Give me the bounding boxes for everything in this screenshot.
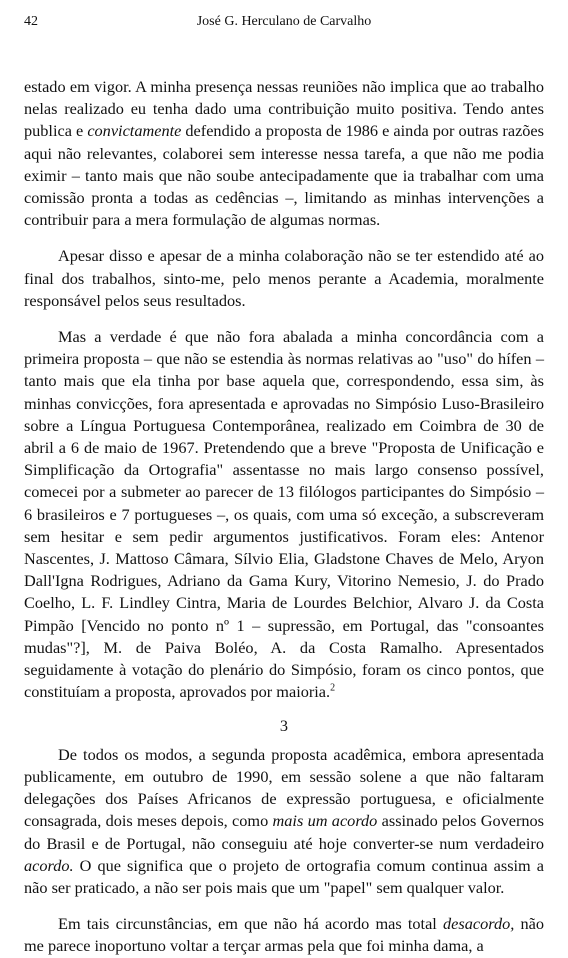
paragraph-2: Apesar disso e apesar de a minha colaboração não se ter estendido até ao final dos trabalhos, sinto-me, pelo menos perante a Academia, moralmente responsável pelos seus resultados. [24,246,544,310]
paragraph-1 [24,76,544,231]
paragraph-5-text-b: não me parece inoportuno voltar a terçar armas pela que foi minha dama, a [24,914,544,956]
paragraph-4-text-b: assinado pelos Governos do Brasil e de Portugal, não conseguiu até hoje converter-se num verdadeiro [24,811,544,853]
body-text [24,76,544,958]
page-number: 42 [24,14,38,29]
paragraph-1-text-b: defendido a proposta de 1986 e ainda por outras razões aqui não relevantes, colaborei sem interesse nessa tarefa, a que não me podia eximir – tanto mais que não soube antecipadamente que ia trabalhar com uma comissão pronta a todas as cedências –, limitando as minhas intervenções a contribuir para a mera formulação de algumas normas. [24,121,544,230]
footnote-marker: 2 [330,682,336,694]
running-title: José G. Herculano de Carvalho [196,14,372,29]
paragraph-4-text-a: De todos os modos, a segunda proposta acadêmica, embora apresentada publicamente, em outubro de 1990, em sessão solene a que não faltaram delegações dos Países Africanos de expressão portuguesa, e oficialmente consagrada, dois meses depois, como [24,744,544,831]
paragraph-5-text-a: Em tais circunstâncias, em que não há acordo mas total [58,914,444,934]
paragraph-4-text-c: O que significa que o projeto de ortografia comum continua assim a não ser praticado, a não ser pois mais que um "papel" sem qualquer valor. [24,855,544,897]
paragraph-3-text: Mas a verdade é que não fora abalada a minha concordância com a primeira proposta – que não se estendia às normas relativas ao "uso" do hífen – tanto mais que ela tinha por base aquela que, correspondendo, essa sim, às minhas convicções, fora apresentada e aprovadas no Simpósio Luso-Brasileiro sobre a Língua Portuguesa Contemporânea, realizado em Coimbra de 30 de abril a 6 de maio de 1967. Pretendendo que a breve "Proposta de Unificação e Simplificação da Ortografia" assentasse no mais largo consenso possível, comecei por a submeter ao parecer de 13 filólogos participantes do Simpósio – 6 brasileiros e 7 portugueses –, os quais, com uma só exceção, a subscreveram sem hesitar e sem pedir argumentos justificativos. Foram eles: Antenor Nascentes, J. Mattoso Câmara, Sílvio Elia, Gladstone Chaves de Melo, Aryon Dall'Igna Rodrigues, Adriano da Gama Kury, Vitorino Nemesio, J. do Prado Coelho, L. F. Lindley Cintra, Maria de Lourdes Belchior, Alvaro J. da Costa Pimpão [Vencido no ponto nº 1 – supressão, em Portugal, das "consoantes mudas"?], M. de Paiva Boléo, A. da Costa Ramalho. Apresentados seguidamente à votação do plenário do Simpósio, foram os cinco pontos, que constituíam a proposta, aprovados por maioria. [24,327,544,702]
paragraph-1-text-a: estado em vigor. A minha presença nessas reuniões não implica que ao trabalho nelas realizado eu tenha dado uma contribuição muito positiva. Tendo antes publica e [24,77,544,141]
paragraph-5 [24,913,544,957]
paragraph-3 [24,326,544,703]
paragraph-5-emphasis: desacordo, [443,914,515,934]
paragraph-1-emphasis: convictamente [87,121,182,141]
section-number: 3 [279,716,289,736]
paragraph-4-emphasis-1: mais um acordo [272,811,378,831]
page-header [0,14,568,34]
paragraph-4-emphasis-2: acordo. [24,855,74,875]
